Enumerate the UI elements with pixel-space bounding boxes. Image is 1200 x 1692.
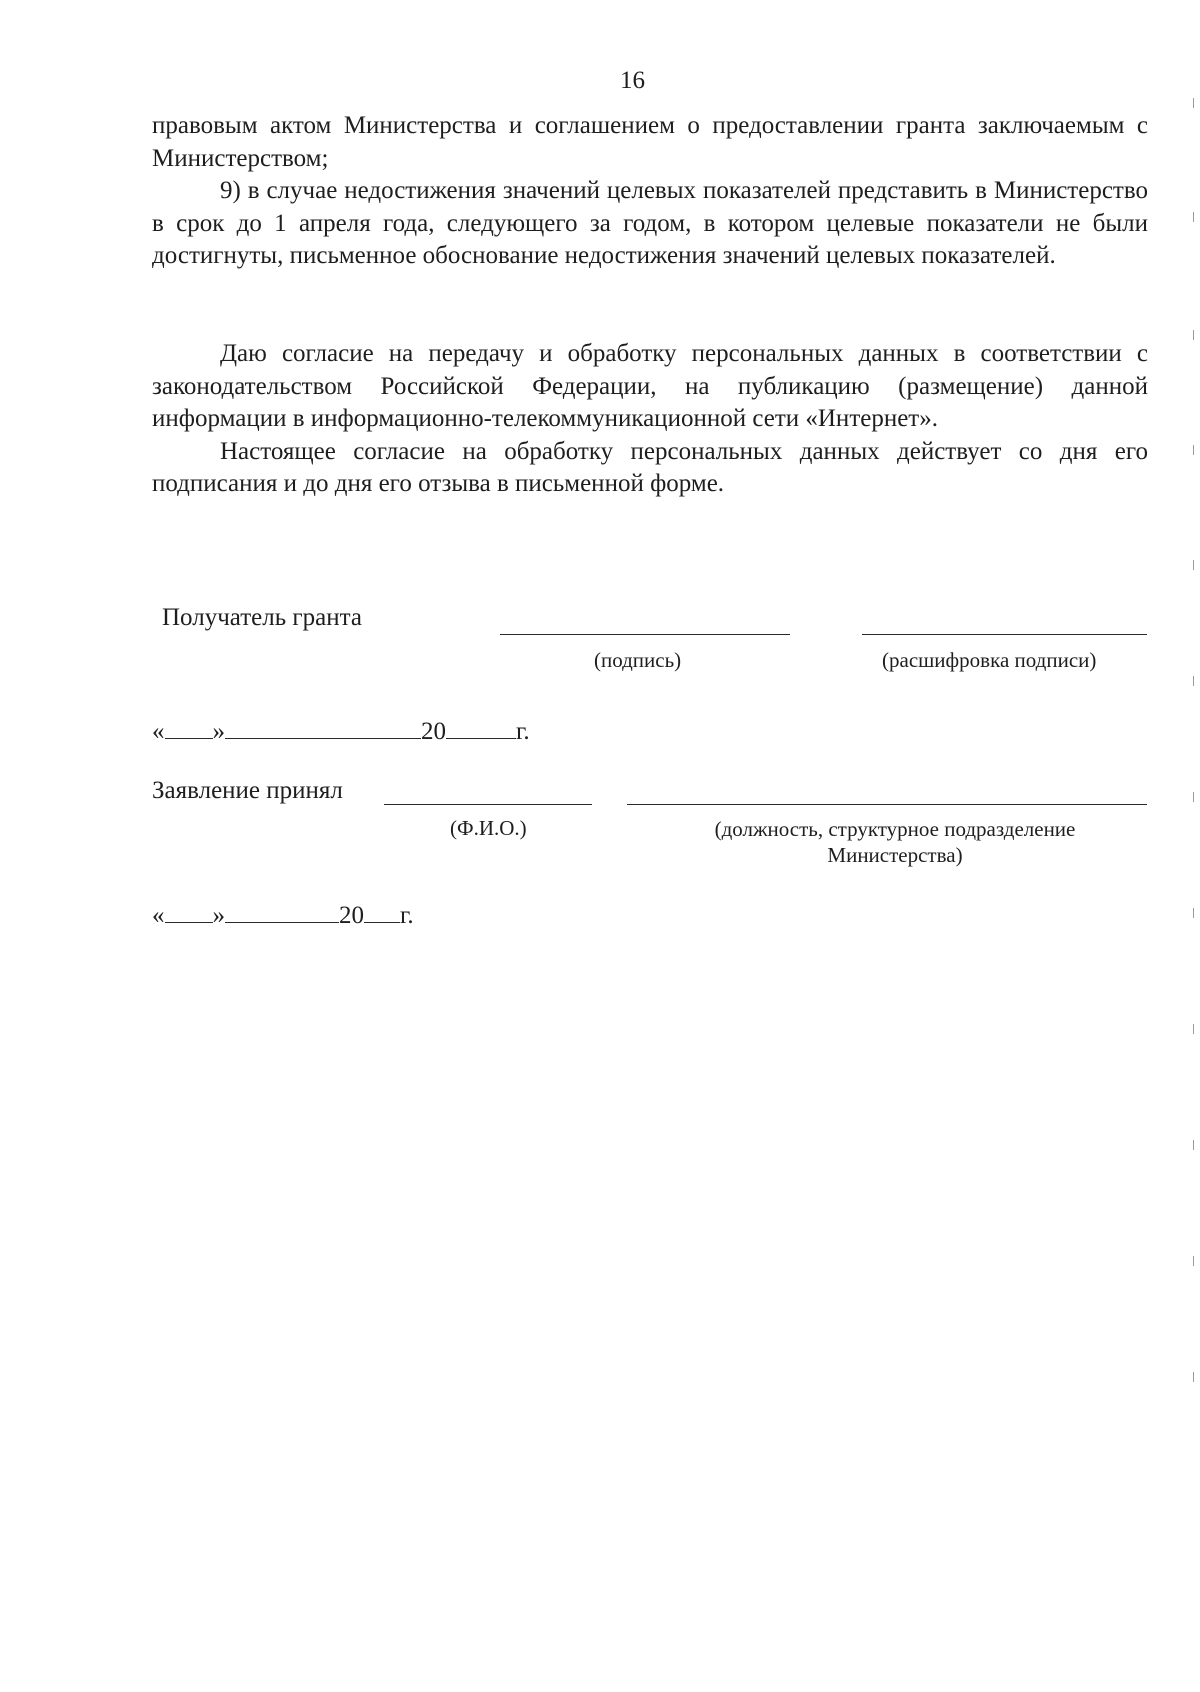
recipient-signature-line xyxy=(500,634,790,635)
acceptance-position-line xyxy=(627,804,1147,805)
position-caption-line-1: (должность, структурное подразделение xyxy=(714,817,1076,841)
date-century: 20 xyxy=(421,718,446,745)
position-caption-line-2: Министерства) xyxy=(827,843,963,867)
position-caption xyxy=(680,816,1110,868)
scan-margin-mark xyxy=(1193,792,1194,802)
date-close-quote: » xyxy=(212,718,225,745)
date2-year-blank xyxy=(364,900,400,923)
date2-open-quote: « xyxy=(152,902,165,929)
date2-year-suffix: г. xyxy=(400,902,414,929)
date2-century: 20 xyxy=(339,902,364,929)
paragraph-consent: Даю согласие на передачу и обработку персональных данных в соответствии с законодательством Российской Федерации, на публикацию (размещение) данной информации в информационно-телекоммуникационной сети «Интернет». xyxy=(152,340,1148,432)
date-year-blank xyxy=(446,716,516,739)
scan-margin-mark xyxy=(1193,1372,1194,1382)
consent-text xyxy=(152,338,1148,501)
scan-margin-mark xyxy=(1193,445,1194,455)
scan-margin-mark xyxy=(1193,560,1194,570)
date2-day-blank xyxy=(165,900,213,923)
acceptance-name-line xyxy=(384,804,592,805)
date-row-acceptance xyxy=(152,900,414,931)
paragraph-consent-duration: Настоящее согласие на обработку персональных данных действует со дня его подписания и до дня его отзыва в письменной форме. xyxy=(152,437,1148,497)
recipient-label: Получатель гранта xyxy=(162,604,362,631)
paragraph-continuation: правовым актом Министерства и соглашением о предоставлении гранта заключаемым с Министерством; xyxy=(152,112,1148,172)
scan-margin-mark xyxy=(1193,1256,1194,1266)
scan-margin-mark xyxy=(1193,1024,1194,1034)
paragraph-item-9: 9) в случае недостижения значений целевых показателей представить в Министерство в срок до 1 апреля года, следующего за годом, в котором целевые показатели не были достигнуты, письменное обоснование недостижения значений целевых показателей. xyxy=(152,177,1148,269)
date2-month-blank xyxy=(225,900,339,923)
date-row-recipient xyxy=(152,716,530,747)
scan-margin-mark xyxy=(1193,212,1194,222)
scan-margin-mark xyxy=(1193,1140,1194,1150)
scan-margin-mark xyxy=(1193,98,1194,108)
name-caption: (Ф.И.О.) xyxy=(450,816,527,840)
date-open-quote: « xyxy=(152,718,165,745)
scan-margin-mark xyxy=(1193,908,1194,918)
date-year-suffix: г. xyxy=(516,718,530,745)
date2-close-quote: » xyxy=(212,902,225,929)
date-month-blank xyxy=(225,716,421,739)
page-number: 16 xyxy=(620,67,645,94)
acceptance-label: Заявление принял xyxy=(152,777,343,804)
scan-margin-mark xyxy=(1193,676,1194,686)
obligations-text xyxy=(152,110,1148,273)
scan-margin-mark xyxy=(1193,330,1194,340)
decoding-caption: (расшифровка подписи) xyxy=(882,648,1097,672)
signature-caption: (подпись) xyxy=(594,648,682,672)
recipient-decoding-line xyxy=(862,634,1147,635)
date-day-blank xyxy=(165,716,213,739)
